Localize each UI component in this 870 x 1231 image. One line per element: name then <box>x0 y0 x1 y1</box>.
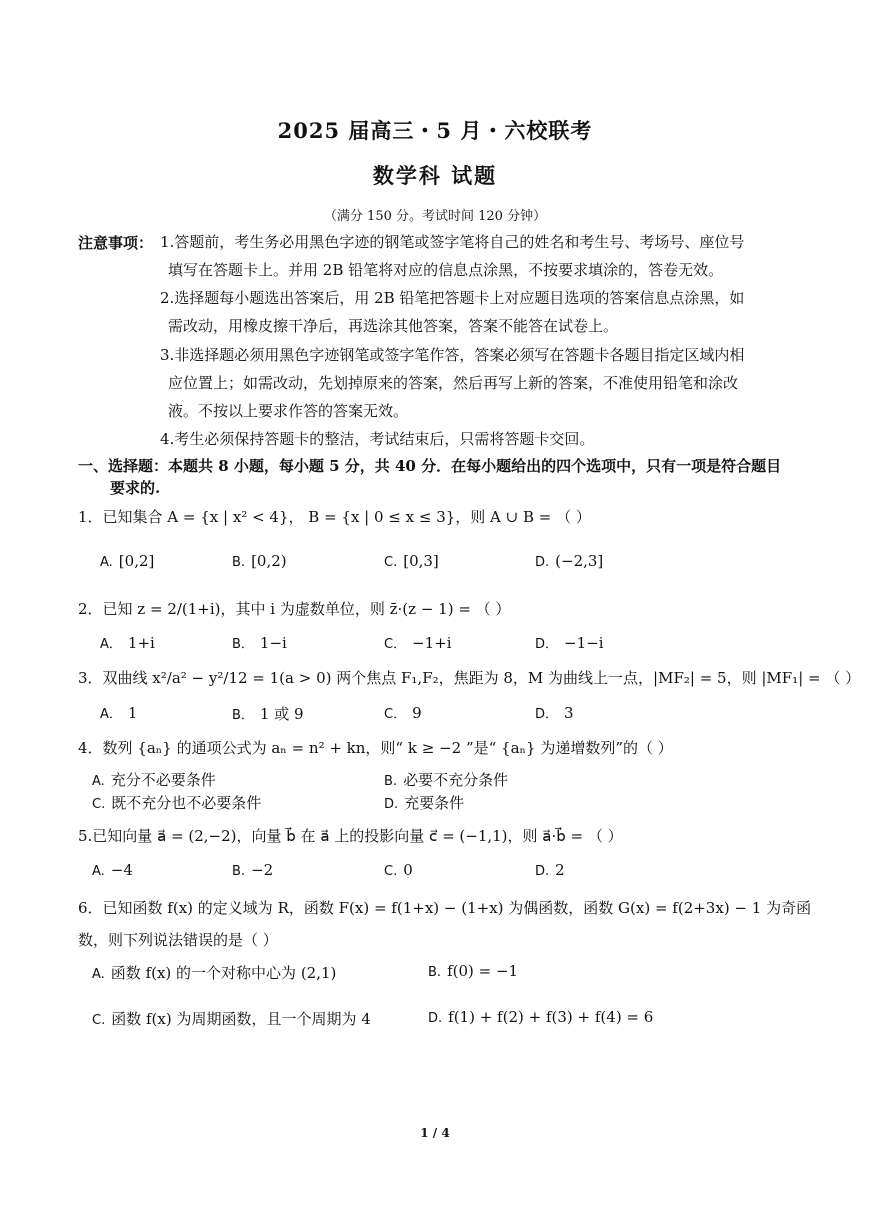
question-2: 2．已知 z = 2/(1+i)，其中 i 为虚数单位，则 z̄·(z − 1) = （ ） <box>78 600 511 618</box>
q1-option-b: B. [0,2) <box>232 552 287 570</box>
note-item-1 <box>160 228 800 284</box>
q3-option-d: D． 3 <box>535 704 574 722</box>
q2-option-d: D． −1−i <box>535 634 604 652</box>
q1-option-c: C. [0,3] <box>384 552 439 570</box>
section-line: 要求的. <box>110 479 161 497</box>
note-line: 1.答题前，考生务必用黑色字迹的钢笔或签字笔将自己的姓名和考生号、考场号、座位号 <box>160 233 745 251</box>
q4-option-d: D. 充要条件 <box>384 794 465 812</box>
q2-option-c: C． −1+i <box>384 634 452 652</box>
note-line: 2.选择题每小题选出答案后，用 2B 铅笔把答题卡上对应题目选项的答案信息点涂黑，如 <box>160 289 745 307</box>
q6-option-b: B. f(0) = −1 <box>428 962 519 980</box>
question-4: 4．数列 {aₙ} 的通项公式为 aₙ = n² + kn，则“ k ≥ −2 ”是“ {aₙ} 为递增数列”的（ ） <box>78 739 673 757</box>
note-line: 4.考生必须保持答题卡的整洁，考试结束后，只需将答题卡交回。 <box>160 430 595 448</box>
exam-title: 2025 届高三・5 月・六校联考 <box>277 118 593 143</box>
q2-option-b: B． 1−i <box>232 634 287 652</box>
note-item-4 <box>160 425 800 453</box>
q5-option-b: B. −2 <box>232 861 274 879</box>
q1-option-a: A. [0,2] <box>100 552 155 570</box>
q3-option-b: B． 1 或 9 <box>232 705 304 723</box>
q5-option-c: C. 0 <box>384 861 413 879</box>
notes-label: 注意事项： <box>78 234 154 252</box>
question-5: 5.已知向量 a⃗ = (2,−2)，向量 b⃗ 在 a⃗ 上的投影向量 c⃗ = (−1,1)，则 a⃗·b⃗ = （ ） <box>78 827 623 845</box>
q6-option-d: D. f(1) + f(2) + f(3) + f(4) = 6 <box>428 1008 654 1026</box>
q2-option-a: A． 1+i <box>100 634 155 652</box>
q3-option-a: A． 1 <box>100 704 138 722</box>
q6-option-c: C. 函数 f(x) 为周期函数，且一个周期为 4 <box>92 1010 371 1028</box>
q4-option-a: A. 充分不必要条件 <box>92 771 216 789</box>
exam-info: （满分 150 分。考试时间 120 分钟） <box>323 209 547 224</box>
note-line: 液。不按以上要求作答的答案无效。 <box>168 402 409 420</box>
subject-title: 数学科 试题 <box>372 163 498 188</box>
q6-option-a: A. 函数 f(x) 的一个对称中心为 (2,1) <box>92 964 337 982</box>
page-number: 1 / 4 <box>420 1126 450 1140</box>
note-line: 填写在答题卡上。并用 2B 铅笔将对应的信息点涂黑，不按要求填涂的，答卷无效。 <box>168 261 724 279</box>
q1-option-d: D. (−2,3] <box>535 552 604 570</box>
q4-option-b: B. 必要不充分条件 <box>384 771 509 789</box>
question-1: 1．已知集合 A = {x | x² < 4}， B = {x | 0 ≤ x ≤ 3}，则 A ∪ B = （ ） <box>78 508 591 526</box>
section-line: 一、选择题：本题共 8 小题，每小题 5 分，共 40 分．在每小题给出的四个选项中，只有一项是符合题目 <box>78 457 782 475</box>
question-3: 3．双曲线 x²/a² − y²/12 = 1(a > 0) 两个焦点 F₁,F₂，焦距为 8，M 为曲线上一点，|MF₂| = 5，则 |MF₁| = （ ） <box>78 669 861 687</box>
note-line: 需改动，用橡皮擦干净后，再选涂其他答案，答案不能答在试卷上。 <box>168 317 619 335</box>
note-line: 应位置上；如需改动，先划掉原来的答案，然后再写上新的答案，不准使用铅笔和涂改 <box>168 374 739 392</box>
section-heading <box>78 455 798 499</box>
note-item-2 <box>160 284 800 340</box>
q5-option-d: D. 2 <box>535 861 565 879</box>
q3-option-c: C． 9 <box>384 704 422 722</box>
question-6: 6．已知函数 f(x) 的定义域为 R，函数 F(x) = f(1+x) − (1+x) 为偶函数，函数 G(x) = f(2+3x) − 1 为奇函数，则下列说法错误的是（ ） <box>78 899 812 949</box>
note-line: 3.非选择题必须用黑色字迹钢笔或签字笔作答，答案必须写在答题卡各题目指定区域内相 <box>160 346 745 364</box>
q5-option-a: A. −4 <box>92 861 133 879</box>
note-item-3 <box>160 341 800 425</box>
q4-option-c: C. 既不充分也不必要条件 <box>92 794 262 812</box>
